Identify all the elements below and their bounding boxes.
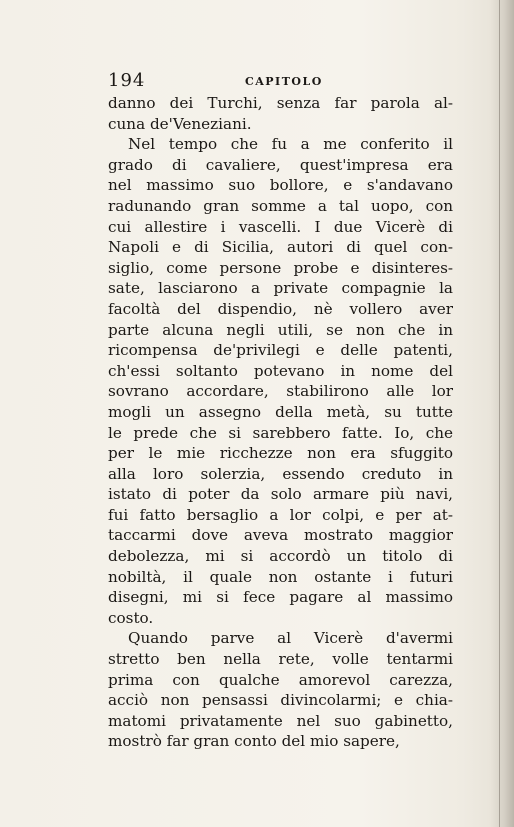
text-line: ch'essi soltanto potevano in nome del [108,361,453,380]
text-line: alla loro solerzia, essendo creduto in [108,464,453,483]
text-line: matomi privatamente nel suo gabinetto, [108,711,453,730]
text-line: radunando gran somme a tal uopo, con [108,196,453,215]
page-header [108,70,453,94]
text-line: siglio, come persone probe e disinteres- [108,258,453,277]
text-line: mostrò far gran conto del mio sapere, [108,732,400,751]
text-line: disegni, mi si fece pagare al massimo [108,588,453,607]
text-line: stretto ben nella rete, volle tentarmi [108,650,453,669]
text-line: costo. [108,608,154,627]
page-number: 194 [108,70,146,91]
text-line: istato di poter da solo armare più navi, [108,485,453,504]
text-line: sate, lasciarono a private compagnie la [108,279,453,298]
text-line: prima con qualche amorevol carezza, [108,670,453,689]
text-line: cuna de'Veneziani. [108,114,252,133]
page-edge-line [499,0,500,827]
text-line: Quando parve al Vicerè d'avermi [128,629,453,648]
text-line: facoltà del dispendio, nè vollero aver [108,299,453,318]
page-edge-shadow [490,0,514,827]
body-text [108,93,453,752]
text-line: grado di cavaliere, quest'impresa era [108,155,453,174]
text-line: fui fatto bersaglio a lor colpi, e per at- [108,505,453,524]
text-line: acciò non pensassi divincolarmi; e chia- [108,691,453,710]
text-line: sovrano accordare, stabilirono alle lor [108,382,453,401]
text-line: nel massimo suo bollore, e s'andavano [108,176,453,195]
text-line: ricompensa de'privilegi e delle patenti, [108,341,453,360]
text-line: mogli un assegno della metà, su tutte [108,402,453,421]
text-line: taccarmi dove aveva mostrato maggior [108,526,453,545]
text-line: cui allestire i vascelli. I due Vicerè di [108,217,453,236]
text-line: Napoli e di Sicilia, autori di quel con- [108,238,453,257]
running-head: CAPITOLO [245,75,323,88]
text-line: nobiltà, il quale non ostante i futuri [108,567,453,586]
text-line: danno dei Turchi, senza far parola al- [108,94,453,112]
text-line: Nel tempo che fu a me conferito il [128,135,453,154]
text-line: per le mie ricchezze non era sfuggito [108,444,453,463]
text-line: le prede che si sarebbero fatte. Io, che [108,423,453,442]
text-line: debolezza, mi si accordò un titolo di [108,547,453,566]
text-line: parte alcuna negli utili, se non che in [108,320,453,339]
